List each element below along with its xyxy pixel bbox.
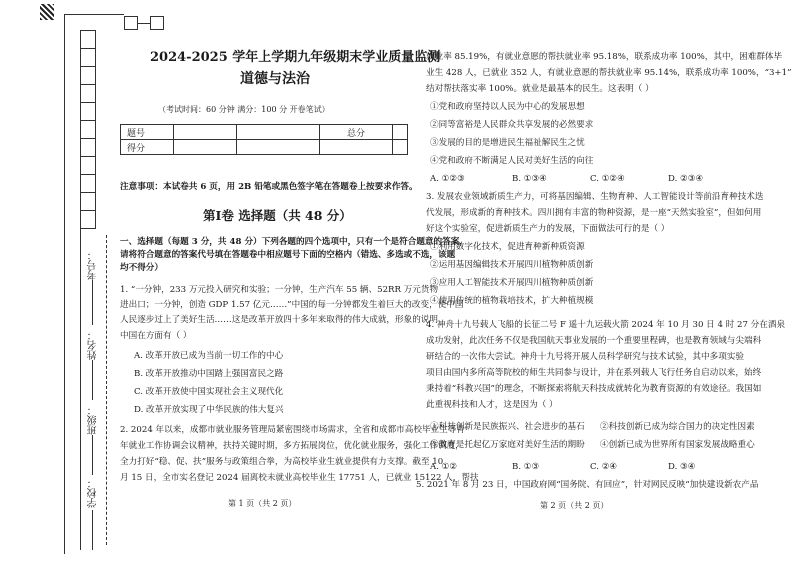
q4-line: 秉持着“科教兴国”的理念，不断探索将航天科技成就转化为教育资源的有效途径。我国如	[426, 384, 762, 394]
q2-item: ①党和政府坚持以人民为中心的发展思想	[430, 102, 585, 112]
number-box[interactable]	[80, 120, 96, 139]
score-row	[121, 125, 408, 140]
seat-box[interactable]	[124, 16, 138, 30]
section1-title: 第Ⅰ卷 选择题（共 48 分）	[203, 208, 352, 223]
q2-item: ②同等富裕是人民群众共享发展的必然要求	[430, 120, 594, 130]
q2-option-b[interactable]: B. ①③④	[512, 174, 547, 184]
q1-option-d[interactable]: D. 改革开放实现了中华民族的伟大复兴	[134, 405, 284, 415]
q4-item: ④创新已成为世界所有国家发展战略重心	[600, 440, 755, 450]
field-xuexiao[interactable]	[92, 510, 93, 550]
q1-line: 进出口；一分钟，创造 GDP 1.57 亿元……”中国的每一分钟都发生着巨大的改变，使中国	[120, 300, 464, 310]
q4-option-a[interactable]: A. ①②	[430, 462, 458, 472]
q1-option-a[interactable]: A. 改革开放已成为当前一切工作的中心	[134, 351, 284, 361]
number-box[interactable]	[80, 210, 96, 229]
q3-item: ④使用传统的植物栽培技术，扩大种植规模	[430, 296, 594, 306]
seat-connector	[138, 23, 150, 24]
score-cell[interactable]	[393, 125, 408, 140]
score-cell: 题号	[121, 125, 174, 140]
q3-line: 3. 发展农业领域新质生产力，可将基因编辑、生物育种、人工智能设计等前沿育种技术迭	[426, 192, 764, 202]
q4-line: 研结合的一次伟大尝试。神舟十九号将开展人员科学研究与技术试验，其中多项实验	[426, 352, 744, 362]
label-xuexiao: 学校：	[88, 478, 99, 508]
number-box[interactable]	[80, 48, 96, 67]
q1-line: 中国在方面有（ ）	[120, 331, 192, 341]
q3-item: ③应用人工智能技术开展四川植物种质创新	[430, 278, 594, 288]
q4-option-b[interactable]: B. ①③	[512, 462, 540, 472]
q2-line: 年就业工作协调会议精神，扶持关键时期，多方拓展岗位，优化就业服务，强化工作调度，	[120, 441, 464, 451]
subject-title: 道德与法治	[240, 71, 310, 87]
q2-line: 全力打好“稳、促、扶”服务与政策组合拳，为高校毕业生就业提供有力支撑。截至 10	[120, 457, 444, 467]
instr-line: 一、选择题（每题 3 分，共 48 分）下列各题的四个选项中，只有一个是符合题意的答案，	[120, 237, 468, 247]
q3-item: ①利用数字化技术，促进育种新种质资源	[430, 242, 585, 252]
label-kaohao: 考号：	[88, 250, 99, 280]
score-cell[interactable]	[320, 140, 393, 155]
q1-line: 1. “一分钟，233 万元投入研究和实验；一分钟，生产汽车 55 辆、52RR 万元货物	[120, 285, 439, 295]
score-cell[interactable]	[237, 125, 320, 140]
q1-option-c[interactable]: C. 改革开放使中国实现社会主义现代化	[134, 387, 284, 397]
score-cell[interactable]	[393, 140, 408, 155]
instr-line: 均不得分）	[120, 263, 163, 273]
q4-line: 此重视科技和人才，这是因为（ ）	[426, 400, 558, 410]
page-footer-right: 第 2 页（共 2 页）	[540, 501, 609, 510]
q5-line: 5. 2021 年 8 月 23 日，中国政府网“国务院、有回应”，针对网民反映“加快建设新农产品	[416, 480, 759, 490]
q2-option-a[interactable]: A. ①②③	[430, 174, 465, 184]
q3-line: 代发展，形成新的育种技术。四川拥有丰富的物种资源，是一座“天然实验室”，但如何用	[426, 208, 762, 218]
score-cell: 总分	[320, 125, 393, 140]
q2-cont-line: 结对帮扶落实率 100%。就业是最基本的民生。这表明（ ）	[426, 84, 654, 94]
q4-item: ②科技创新已成为综合国力的决定性因素	[600, 422, 755, 432]
number-box[interactable]	[80, 174, 96, 193]
number-box[interactable]	[80, 156, 96, 175]
exam-title: 2024-2025 学年上学期九年级期末学业质量监测	[150, 50, 441, 65]
field-banji[interactable]	[92, 435, 93, 475]
number-boxes	[80, 30, 96, 229]
q3-item: ②运用基因编辑技术开展四川植物种质创新	[430, 260, 594, 270]
q2-item: ③发展的目的是增进民生福祉解民生之忧	[430, 138, 585, 148]
instr-line: 请将符合题意的答案代号填在答题卷中相应题号下面的空格内（错选、多选或不选，该题	[120, 250, 456, 260]
page-footer-left: 第 1 页（共 2 页）	[228, 499, 297, 508]
q1-line: 人民逐步过上了美好生活……这是改革开放四十多年来取得的伟大成就，形象的说明	[120, 315, 438, 325]
label-banji: 班级：	[88, 405, 99, 435]
score-cell[interactable]	[174, 125, 237, 140]
number-box[interactable]	[80, 66, 96, 85]
q2-line: 2. 2024 年以来，成都市就业服务管理局紧密围绕市场需求，全省和成都市高校毕业生等青	[120, 425, 465, 435]
q2-option-d[interactable]: D. ②③④	[668, 174, 704, 184]
q4-option-c[interactable]: C. ②④	[590, 462, 618, 472]
field-kaohao[interactable]	[92, 280, 93, 325]
q4-line: 成功发射，此次任务不仅是我国航天事业发展的一个重要里程碑，也是教育领域与尖端科	[426, 336, 762, 346]
q2-line: 月 15 日，全市实名登记 2024 届离校未就业高校毕业生 17751 人，已就业 15122 人，帮扶	[120, 473, 479, 483]
notice: 注意事项：本试卷共 6 页，用 2B 铅笔或黑色签字笔在答题卷上按要求作答。	[120, 182, 418, 192]
score-cell: 得分	[121, 140, 174, 155]
q1-option-b[interactable]: B. 改革开放推动中国踏上强国富民之路	[134, 369, 284, 379]
q2-item: ④党和政府不断满足人民对美好生活的向往	[430, 156, 594, 166]
q2-cont-line: 业生 428 人，已就业 352 人，有就业意愿的帮扶就业率 95.14%，联系成功率 100%，“3+1”	[426, 68, 792, 78]
q3-line: 好这个实验室，促进新质生产力的发展，下面做法可行的是（ ）	[426, 224, 670, 234]
score-cell[interactable]	[174, 140, 237, 155]
q4-item: ①科技创新是民族振兴、社会进步的基石	[430, 422, 585, 432]
score-row	[121, 140, 408, 155]
binding-dashed-line	[106, 235, 107, 545]
binding-top-line	[64, 14, 124, 15]
number-box[interactable]	[80, 192, 96, 211]
score-table	[120, 124, 408, 155]
q4-line: 项目由国内多所高等院校的师生共同参与设计，并在系列载人飞行任务自启动以来，始终	[426, 368, 762, 378]
number-box[interactable]	[80, 30, 96, 49]
number-box[interactable]	[80, 138, 96, 157]
q4-option-d[interactable]: D. ③④	[668, 462, 696, 472]
binding-line-outer	[64, 14, 65, 554]
score-cell[interactable]	[237, 140, 320, 155]
qr-code	[40, 4, 54, 20]
q4-line: 4. 神舟十九号载人飞船的长征二号 F 遥十九运载火箭 2024 年 10 月 30 日 4 时 27 分在酒泉	[426, 320, 786, 330]
field-xingming[interactable]	[92, 360, 93, 400]
number-box[interactable]	[80, 84, 96, 103]
label-xingming: 姓名：	[88, 330, 99, 360]
number-box[interactable]	[80, 102, 96, 121]
exam-info: （考试时间：60 分钟 满分：100 分 开卷笔试）	[158, 105, 330, 114]
q2-cont-line: 就业率 85.19%，有就业意愿的帮扶就业率 95.18%，联系成功率 100%，其中，困难群体毕	[426, 52, 783, 62]
q2-option-c[interactable]: C. ①②④	[590, 174, 625, 184]
q4-item: ③教育是托起亿万家庭对美好生活的期盼	[430, 440, 585, 450]
seat-box[interactable]	[150, 16, 164, 30]
